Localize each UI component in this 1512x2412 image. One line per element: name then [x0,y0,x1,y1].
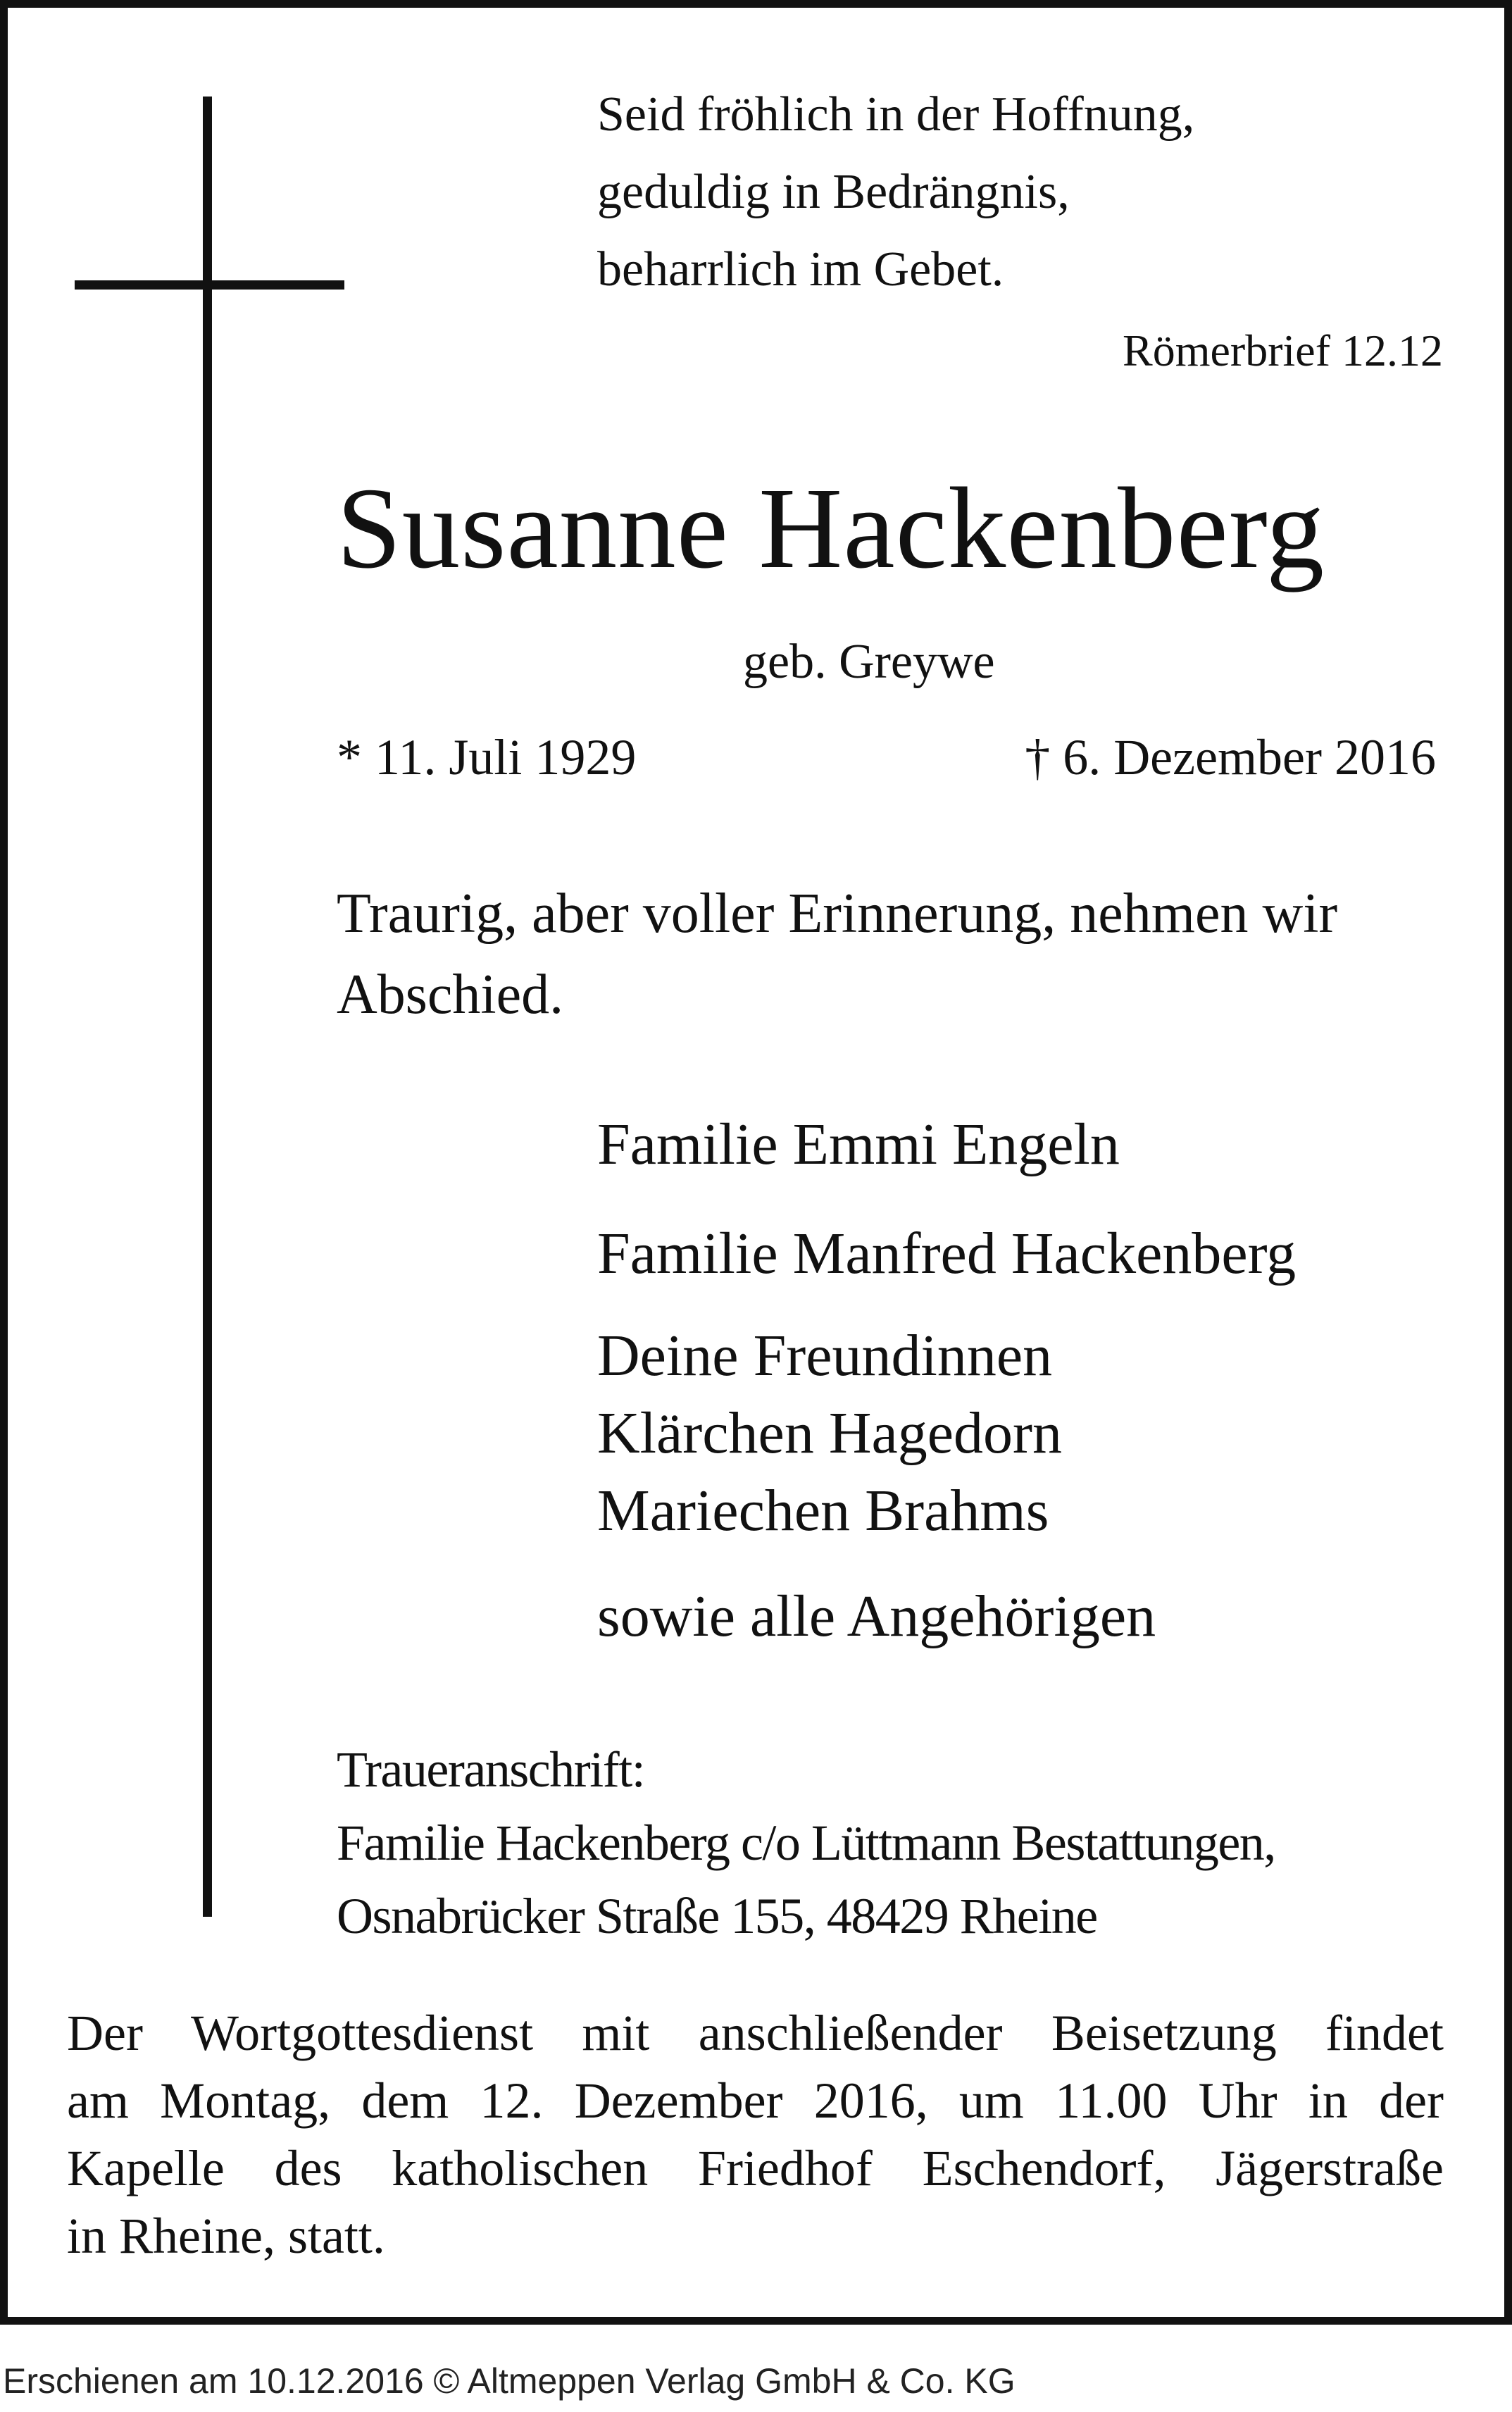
address-line: Familie Hackenberg c/o Lüttmann Bestattungen, [337,1815,1275,1871]
mourning-address [337,1733,1275,1953]
service-notice [67,1999,1444,2270]
mourner-relatives: sowie alle Angehörigen [597,1584,1156,1649]
service-line: in Rheine, statt. [67,2208,385,2264]
mourner-family-hackenberg: Familie Manfred Hackenberg [597,1221,1297,1286]
birth-date: * 11. Juli 1929 [337,729,637,785]
address-label: Traueranschrift: [337,1741,645,1798]
service-line: Kapelle des katholischen Friedhof Eschendorf, Jägerstraße [67,2140,1444,2196]
death-date: † 6. Dezember 2016 [1025,729,1436,785]
publication-footer: Erschienen am 10.12.2016 © Altmeppen Verlag GmbH & Co. KG [3,2361,1016,2401]
verse-line: Seid fröhlich in der Hoffnung, [597,87,1195,142]
service-line: Der Wortgottesdienst mit anschließender Beisetzung findet [67,2005,1444,2061]
verse-line: beharrlich im Gebet. [597,242,1004,297]
cross-icon-crossbar [75,280,344,290]
service-line: am Montag, dem 12. Dezember 2016, um 11.00 Uhr in der [67,2072,1444,2129]
address-line: Osnabrücker Straße 155, 48429 Rheine [337,1888,1097,1944]
verse-line: geduldig in Bedrängnis, [597,165,1070,219]
bible-verse [597,76,1194,309]
mourner-family-engeln: Familie Emmi Engeln [597,1112,1120,1177]
verse-reference: Römerbrief 12.12 [1123,325,1443,375]
friend-name: Klärchen Hagedorn [597,1400,1063,1466]
maiden-name: geb. Greywe [743,635,995,689]
friend-name: Mariechen Brahms [597,1478,1049,1543]
cross-icon [203,97,212,1917]
friends-heading: Deine Freundinnen [597,1323,1053,1388]
farewell-text: Traurig, aber voller Erinnerung, nehmen wir Abschied. [337,883,1338,1026]
deceased-name: Susanne Hackenberg [337,464,1325,592]
mourner-friends [597,1317,1062,1550]
